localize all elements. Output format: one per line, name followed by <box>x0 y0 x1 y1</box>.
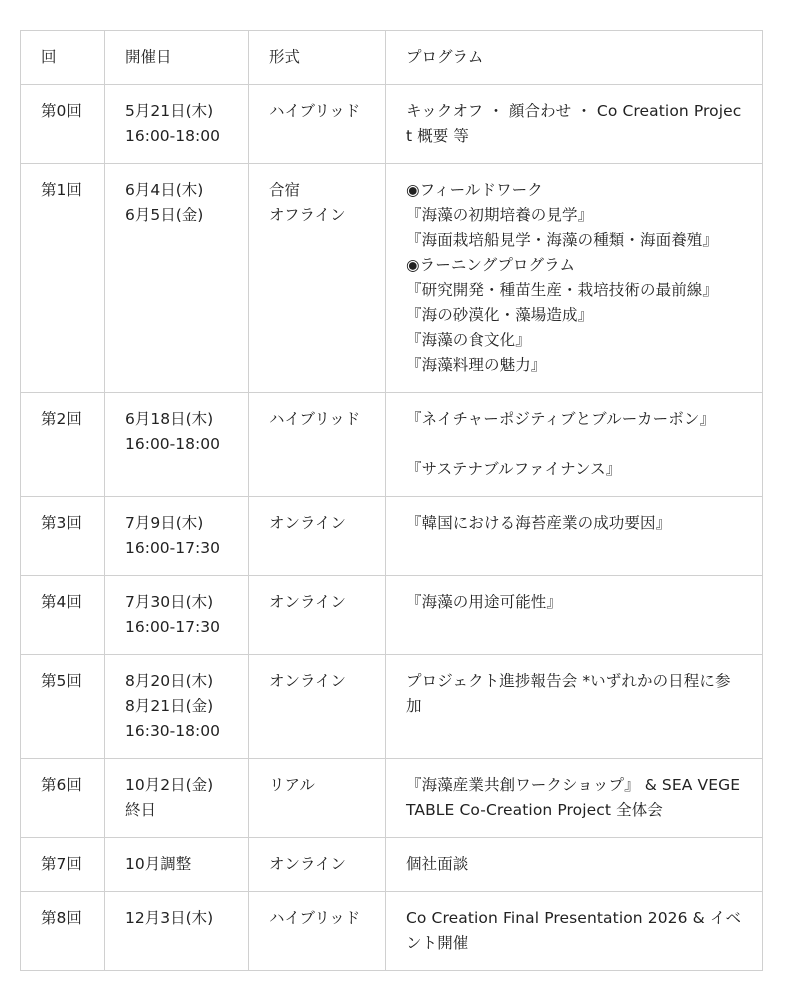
format-cell: ハイブリッド <box>249 393 386 497</box>
header-program: プログラム <box>386 31 763 85</box>
round-cell: 第8回 <box>21 892 105 971</box>
table-row <box>21 497 763 576</box>
table-row <box>21 576 763 655</box>
program-cell: 『海藻産業共創ワークショップ』 & SEA VEGETABLE Co-Creation Project 全体会 <box>386 759 763 838</box>
table-row <box>21 759 763 838</box>
program-cell: 『韓国における海苔産業の成功要因』 <box>386 497 763 576</box>
format-cell: オンライン <box>249 497 386 576</box>
date-cell: 10月調整 <box>105 838 249 892</box>
program-cell: 『海藻の用途可能性』 <box>386 576 763 655</box>
round-cell: 第0回 <box>21 85 105 164</box>
round-cell: 第3回 <box>21 497 105 576</box>
program-cell: 『ネイチャーポジティブとブルーカーボン』 『サステナブルファイナンス』 <box>386 393 763 497</box>
date-cell: 7月9日(木) 16:00-17:30 <box>105 497 249 576</box>
round-cell: 第6回 <box>21 759 105 838</box>
date-cell: 5月21日(木) 16:00-18:00 <box>105 85 249 164</box>
table-header-row <box>21 31 763 85</box>
date-cell: 8月20日(木) 8月21日(金) 16:30-18:00 <box>105 655 249 759</box>
header-date: 開催日 <box>105 31 249 85</box>
date-cell: 10月2日(金) 終日 <box>105 759 249 838</box>
program-cell: キックオフ ・ 顔合わせ ・ Co Creation Project 概要 等 <box>386 85 763 164</box>
date-cell: 12月3日(木) <box>105 892 249 971</box>
round-cell: 第2回 <box>21 393 105 497</box>
program-cell: ◉フィールドワーク 『海藻の初期培養の見学』 『海面栽培船見学・海藻の種類・海面養殖』 ◉ラーニングプログラム 『研究開発・種苗生産・栽培技術の最前線』 『海の砂漠化・藻場造成』 『海藻の食文化』 『海藻料理の魅力』 <box>386 164 763 393</box>
round-cell: 第4回 <box>21 576 105 655</box>
format-cell: オンライン <box>249 838 386 892</box>
table-row <box>21 892 763 971</box>
format-cell: ハイブリッド <box>249 892 386 971</box>
date-cell: 6月18日(木) 16:00-18:00 <box>105 393 249 497</box>
program-cell: 個社面談 <box>386 838 763 892</box>
program-cell: Co Creation Final Presentation 2026 & イベント開催 <box>386 892 763 971</box>
format-cell: ハイブリッド <box>249 85 386 164</box>
round-cell: 第1回 <box>21 164 105 393</box>
format-cell: リアル <box>249 759 386 838</box>
table-row <box>21 393 763 497</box>
table-row <box>21 164 763 393</box>
format-cell: オンライン <box>249 576 386 655</box>
table-row <box>21 85 763 164</box>
round-cell: 第5回 <box>21 655 105 759</box>
round-cell: 第7回 <box>21 838 105 892</box>
header-format: 形式 <box>249 31 386 85</box>
schedule-table <box>20 30 763 971</box>
program-cell: プロジェクト進捗報告会 *いずれかの日程に参加 <box>386 655 763 759</box>
format-cell: 合宿 オフライン <box>249 164 386 393</box>
table-row <box>21 655 763 759</box>
date-cell: 7月30日(木) 16:00-17:30 <box>105 576 249 655</box>
date-cell: 6月4日(木) 6月5日(金) <box>105 164 249 393</box>
table-row <box>21 838 763 892</box>
format-cell: オンライン <box>249 655 386 759</box>
header-round: 回 <box>21 31 105 85</box>
